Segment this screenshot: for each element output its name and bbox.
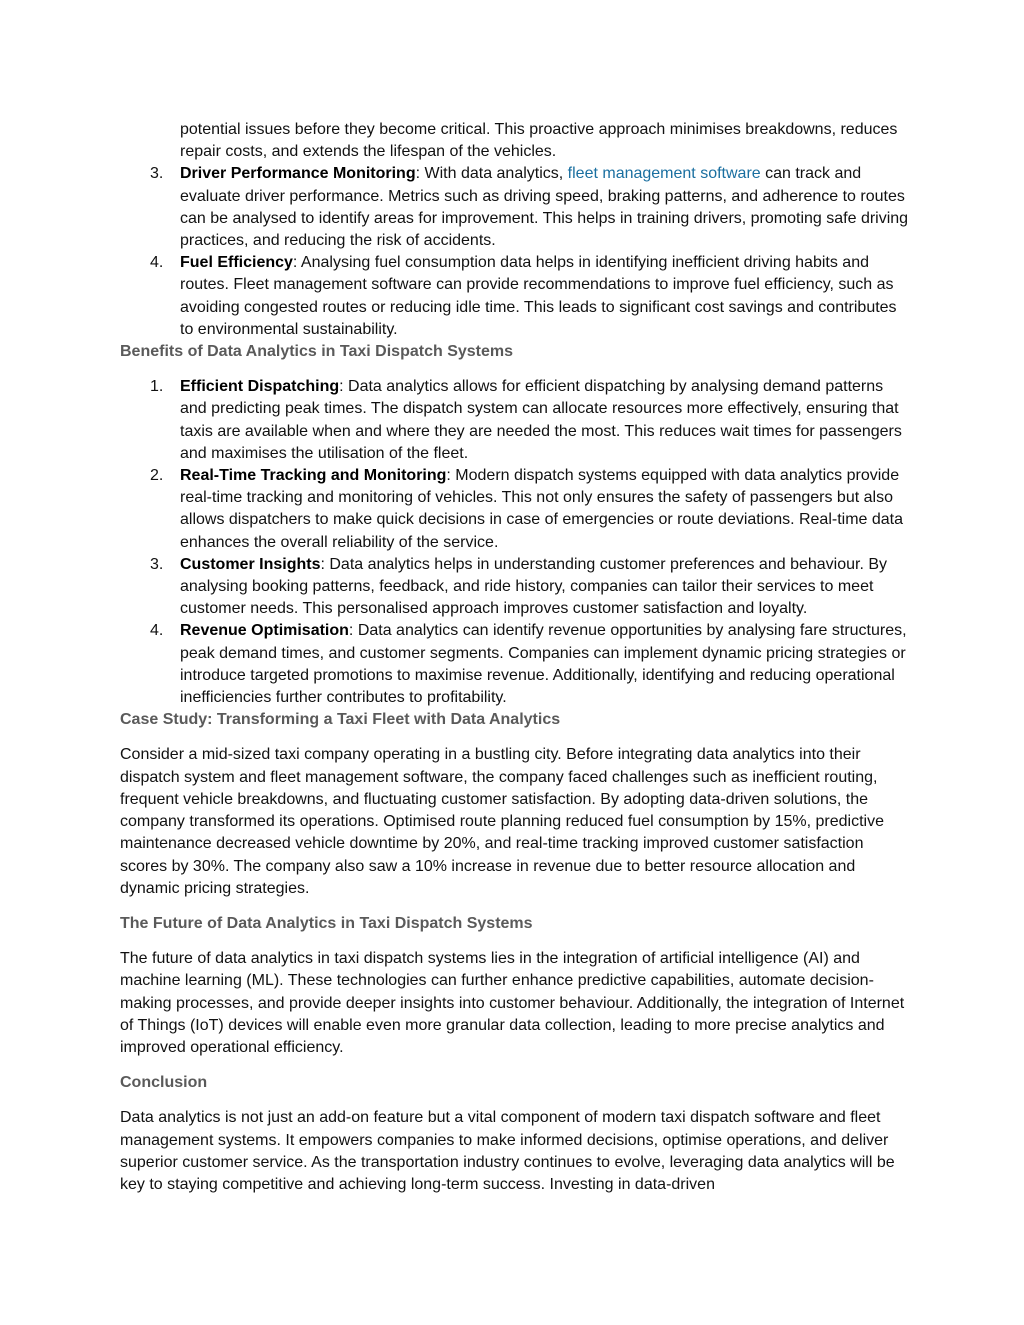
paragraph: Data analytics is not just an add-on feature but a vital component of modern taxi dispatch software and fleet management systems. It empowers companies to make informed decisions, optimise operations, and deliver superior customer service. As the transportation industry continues to evolve, leveraging data analytics will be key to staying competitive and achieving long-term success. Investing in data-driven [120,1109,895,1193]
list-item [120,620,910,709]
item-title: Revenue Optimisation [180,622,349,640]
list-item [120,252,910,341]
item-title: Efficient Dispatching [180,378,340,396]
paragraph: The future of data analytics in taxi dispatch systems lies in the integration of artificial intelligence (AI) and machine learning (ML). These technologies can further enhance predictive capabilities, automate decision-making processes, and provide deeper insights into customer behaviour. Additionally, the integration of Internet of Things (IoT) devices will enable even more granular data collection, leading to more precise analytics and improved operational efficiency. [120,950,905,1056]
item-text: : Analysing fuel consumption data helps in identifying inefficient driving habits and routes. Fleet management software can provide recommendations to improve fuel efficiency, such as avoiding congested routes or reducing idle time. This leads to significant cost savings and contributes to environmental sustainability. [180,254,897,338]
list-item [120,465,910,554]
item-title: Fuel Efficiency [180,254,293,272]
section-heading: Conclusion [120,1074,208,1092]
item-text: : Data analytics helps in understanding customer preferences and behaviour. By analysing booking patterns, feedback, and ride history, companies can tailor their services to meet customer needs. This personalised approach improves customer satisfaction and loyalty. [180,555,888,618]
item-title: Customer Insights [180,555,321,573]
item-text: can track and evaluate driver performance. Metrics such as driving speed, braking patterns, and adherence to routes can be analysed to identify areas for improvement. This helps in training drivers, promoting safe driving practices, and reducing the risk of accidents. [180,165,909,250]
list-item-continuation: potential issues before they become critical. This proactive approach minimises breakdowns, reduces repair costs, and extends the lifespan of the vehicles. [180,121,898,161]
paragraph: Consider a mid-sized taxi company operating in a bustling city. Before integrating data analytics into their dispatch system and fleet management software, the company faced challenges such as inefficient routing, frequent vehicle breakdowns, and fluctuating customer satisfaction. By adopting data-driven solutions, the company transformed its operations. Optimised route planning reduced fuel consumption by 15%, predictive maintenance decreased vehicle downtime by 20%, and real-time tracking improved customer satisfaction scores by 30%. The company also saw a 10% increase in revenue due to better resource allocation and dynamic pricing strategies. [120,746,884,897]
item-title: Real-Time Tracking and Monitoring [180,467,447,485]
fleet-management-software-link[interactable]: fleet management software [567,165,761,183]
section-heading: Benefits of Data Analytics in Taxi Dispatch Systems [120,343,514,361]
list-number: 3. [150,165,164,183]
spacer [120,900,910,913]
item-text: : Data analytics can identify revenue opportunities by analysing fare structures, peak demand times, and customer segments. Companies can implement dynamic pricing strategies or introduce targeted promotions to maximise revenue. Additionally, identifying and reducing operational inefficiencies further contributes to profitability. [180,622,907,707]
maintenance-list [120,163,910,341]
list-number: 4. [150,622,164,640]
list-number: 3. [150,555,164,573]
list-item [120,554,910,621]
spacer [120,1059,910,1072]
list-item [120,376,910,465]
benefits-list [120,376,910,709]
list-number: 1. [150,378,164,396]
document-body [120,119,910,1196]
list-number: 2. [150,467,164,485]
section-heading: Case Study: Transforming a Taxi Fleet with Data Analytics [120,711,561,729]
item-text: : With data analytics, [415,165,568,183]
list-number: 4. [150,254,164,272]
item-text: : Data analytics allows for efficient dispatching by analysing demand patterns and predicting peak times. The dispatch system can allocate resources more effectively, ensuring that taxis are available when and where they are needed the most. This reduces wait times for passengers and maximises the utilisation of the fleet. [180,378,902,462]
item-text: : Modern dispatch systems equipped with data analytics provide real-time tracking and monitoring of vehicles. This not only ensures the safety of passengers but also allows dispatchers to make quick decisions in case of emergencies or route deviations. Real-time data enhances the overall reliability of the service. [180,467,904,551]
section-heading: The Future of Data Analytics in Taxi Dispatch Systems [120,914,533,932]
item-title: Driver Performance Monitoring [180,165,416,183]
list-item [120,163,910,252]
